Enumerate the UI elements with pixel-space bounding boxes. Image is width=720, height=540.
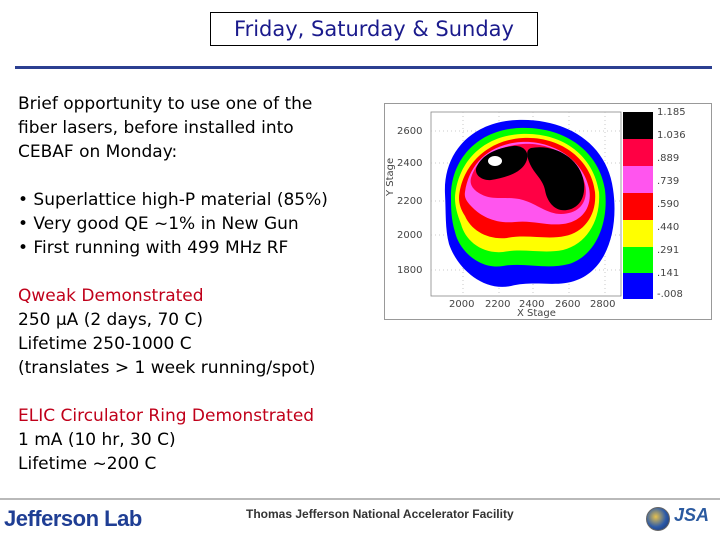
slide-title: Friday, Saturday & Sunday <box>210 12 538 46</box>
color-swatch <box>623 139 653 166</box>
color-bar <box>623 107 686 300</box>
color-swatch <box>623 247 653 273</box>
elic-heading: ELIC Circulator Ring Demonstrated <box>18 406 315 426</box>
y-tick-label: 2600 <box>397 126 423 137</box>
x-tick-label: 2800 <box>590 299 616 310</box>
y-axis <box>385 126 422 276</box>
elic-line: Lifetime ~200 C <box>18 454 157 474</box>
y-tick-label: 2000 <box>397 230 423 241</box>
x-tick-label: 2200 <box>485 299 511 310</box>
color-swatch <box>623 166 653 193</box>
x-axis <box>449 299 615 319</box>
qe-map-plot <box>384 103 712 320</box>
color-swatch <box>623 273 653 299</box>
bullet-item: • Very good QE ~1% in New Gun <box>18 214 299 234</box>
footer-divider <box>0 498 720 500</box>
colorbar-label: 1.185 <box>657 107 686 118</box>
qe-map-image <box>445 120 615 287</box>
jsa-logo: JSA <box>674 505 710 525</box>
qweak-heading: Qweak Demonstrated <box>18 286 204 306</box>
colorbar-label: -.008 <box>657 289 683 300</box>
x-axis-label: X Stage <box>517 308 556 319</box>
color-swatch <box>623 193 653 220</box>
intro-line: Brief opportunity to use one of the <box>18 94 313 114</box>
color-swatch <box>623 112 653 139</box>
colorbar-label: 1.036 <box>657 130 686 141</box>
x-tick-label: 2000 <box>449 299 475 310</box>
y-tick-label: 2400 <box>397 158 423 169</box>
y-tick-label: 2200 <box>397 196 423 207</box>
jefferson-lab-logo: Jefferson Lab <box>4 506 142 531</box>
intro-line: fiber lasers, before installed into <box>18 118 294 138</box>
y-axis-label: Y Stage <box>385 157 396 196</box>
colorbar-label: .739 <box>657 176 680 187</box>
map-spot-white <box>488 156 502 166</box>
bullet-list <box>18 188 328 260</box>
x-tick-label: 2400 <box>519 299 545 310</box>
colorbar-label: .590 <box>657 199 680 210</box>
qe-map-svg <box>385 104 711 319</box>
bullet-item: • First running with 499 MHz RF <box>18 238 289 258</box>
intro-line: CEBAF on Monday: <box>18 142 178 162</box>
colorbar-label: .889 <box>657 153 680 164</box>
colorbar-label: .440 <box>657 222 680 233</box>
colorbar-label: .291 <box>657 245 680 256</box>
elic-line: 1 mA (10 hr, 30 C) <box>18 430 176 450</box>
bullet-item: • Superlattice high-P material (85%) <box>18 190 328 210</box>
intro-paragraph <box>18 92 312 164</box>
color-swatch <box>623 220 653 247</box>
qweak-line: (translates > 1 week running/spot) <box>18 358 316 378</box>
qweak-line: 250 µA (2 days, 70 C) <box>18 310 204 330</box>
title-divider <box>15 66 712 69</box>
x-tick-label: 2600 <box>555 299 581 310</box>
doe-seal-icon <box>646 507 670 531</box>
colorbar-label: .141 <box>657 268 680 279</box>
footer-facility-name: Thomas Jefferson National Accelerator Facility <box>246 507 514 521</box>
qweak-line: Lifetime 250-1000 C <box>18 334 192 354</box>
qweak-section <box>18 284 315 380</box>
elic-section <box>18 404 314 476</box>
y-tick-label: 1800 <box>397 265 423 276</box>
